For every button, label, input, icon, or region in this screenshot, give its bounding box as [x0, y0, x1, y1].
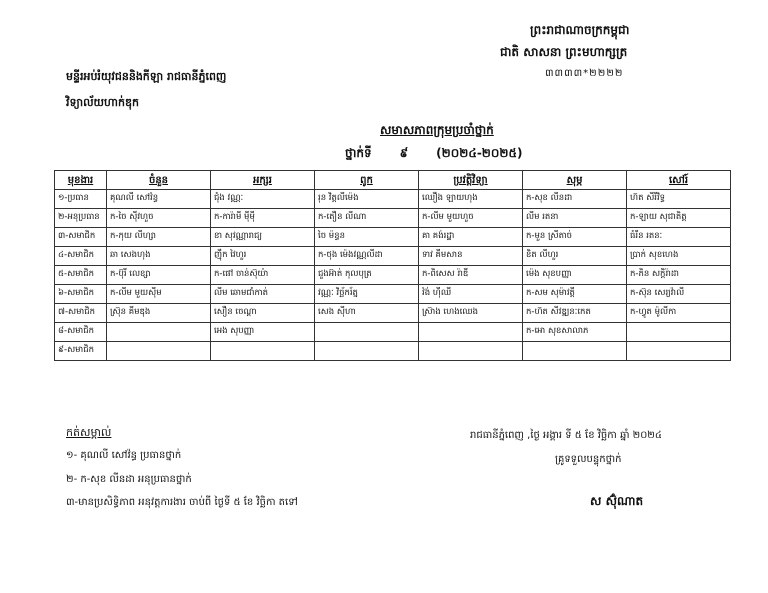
- member-cell: ក-ផៅ ចាន់ស៊ុយ៉ា: [211, 266, 315, 285]
- member-cell: ក-ថុង ម៉េងវណ្ណលីដា: [315, 247, 419, 266]
- header-subject-2: អក្សរ: [211, 171, 315, 190]
- member-cell: ក-អោ សុខសាលាភ: [523, 323, 627, 342]
- member-cell: គា គង់រដ្ឋា: [419, 228, 523, 247]
- table-row: [55, 304, 731, 323]
- member-cell: ក-ប៊ុរី លេខ្សា: [107, 266, 211, 285]
- member-cell: ក-ឡាយ សុជាតិត្ត: [627, 209, 731, 228]
- member-cell: ក-សម សុម៉ាវត្តី: [523, 285, 627, 304]
- member-cell: ទាវ គីមសាន: [419, 247, 523, 266]
- department-name: មន្ទីរអប់រំយុវជននិងកីឡា រាជធានីភ្នំពេញ: [66, 70, 227, 83]
- header-subject-3: ពូក: [315, 171, 419, 190]
- member-cell: ស្រ៊ុន គីមឌុង: [107, 304, 211, 323]
- member-cell: សឿន ចេណ្ដា: [211, 304, 315, 323]
- member-cell: [107, 323, 211, 342]
- document-title: សមាសភាពក្រុមប្រចាំថ្នាក់: [380, 123, 494, 137]
- table-row: [55, 266, 731, 285]
- member-cell: [419, 323, 523, 342]
- member-cell: ឆា សេងហុង: [107, 247, 211, 266]
- member-cell: លីម រតនា: [523, 209, 627, 228]
- member-cell: [523, 342, 627, 361]
- role-cell: ៥-សមាជិក: [55, 266, 107, 285]
- member-cell: លីម ឆោមជាំកាត់: [211, 285, 315, 304]
- member-cell: ក-ហ៊ត សីវឌ្ឍនៈកេត: [523, 304, 627, 323]
- table-row: [55, 228, 731, 247]
- member-cell: ហ៊ត សីរីវិទ្ធ: [627, 190, 731, 209]
- member-cell: ក-មួន ស្រីតាច់: [523, 228, 627, 247]
- member-cell: ប្រាក់ សុខហេង: [627, 247, 731, 266]
- role-cell: ៩-សមាជិក: [55, 342, 107, 361]
- signer-name: ស ស៊ុំណាត: [590, 494, 644, 508]
- table-row: [55, 323, 731, 342]
- member-cell: គុណលី សៅវ៉ន្ធ: [107, 190, 211, 209]
- table-header-row: [55, 171, 731, 190]
- member-cell: ក-តឿន លីណា: [315, 209, 419, 228]
- member-cell: ខា សុវណ្ណារាជ្យ: [211, 228, 315, 247]
- date-line: រាជធានីភ្នំពេញ ,ថ្ងៃ អង្គារ ទី ៥ ខែ វិច្ឆិកា ឆ្នាំ ២០២៤: [470, 430, 662, 441]
- member-cell: [211, 342, 315, 361]
- note-item-1: ១- គុណលី សៅវ៉ន្ធ ប្រធានថ្នាក់: [66, 450, 182, 461]
- notes-title: កត់សម្គាល់: [66, 426, 112, 439]
- header-role: មុខងារ: [55, 171, 107, 190]
- member-cell: ខិត លីហួរ: [523, 247, 627, 266]
- member-cell: វ៉ង់ ហ៊ីឈី: [419, 285, 523, 304]
- role-cell: ៨-សមាជិក: [55, 323, 107, 342]
- member-cell: ម៉េង សុខបញ្ញា: [523, 266, 627, 285]
- member-cell: ក-ស៊ុន សេរ្យវ៉ាលី: [627, 285, 731, 304]
- member-cell: ក-ភិន សក្តិរ៉ាដា: [627, 266, 731, 285]
- member-cell: រុន វិត្តលីម៉េង: [315, 190, 419, 209]
- motto-kingdom: ព្រះរាជាណាចក្រកម្ពុជា: [530, 23, 630, 37]
- member-cell: ក-សុខ លីនដា: [523, 190, 627, 209]
- role-cell: ២-អនុប្រធាន: [55, 209, 107, 228]
- role-cell: ១-ប្រធាន: [55, 190, 107, 209]
- member-cell: ចៃ ម៉ន្ធន: [315, 228, 419, 247]
- signer-role: គ្រូទទួលបន្ទុកថ្នាក់: [555, 454, 622, 465]
- table-row: [55, 285, 731, 304]
- note-item-3: ៣-មានប្រសិទ្ធិភាព អនុវត្តការងារ ចាប់ពី ថ្ងៃទី ៥ ខែ វិច្ឆិកា តទៅ: [66, 497, 298, 508]
- member-cell: ក-ការ៉ាមី ម៉ីម៉ី: [211, 209, 315, 228]
- member-cell: [315, 342, 419, 361]
- member-cell: ធំរីន រតនៈ: [627, 228, 731, 247]
- member-cell: ក-ចៃ ស៊ីវហួច: [107, 209, 211, 228]
- member-cell: [627, 342, 731, 361]
- role-cell: ៣-សមាជិក: [55, 228, 107, 247]
- member-cell: អេង សុបញ្ញា: [211, 323, 315, 342]
- member-cell: ក-កុយ លីហ្សា: [107, 228, 211, 247]
- header-subject-6: សៅរ៍: [627, 171, 731, 190]
- member-cell: [419, 342, 523, 361]
- member-cell: [107, 342, 211, 361]
- header-subject-4: ប្រវត្តិវិទ្យា: [419, 171, 523, 190]
- member-cell: ក-ហ្វូត ម៉ូលីកា: [627, 304, 731, 323]
- role-cell: ៤-សមាជិក: [55, 247, 107, 266]
- motto-nation: ជាតិ សាសនា ព្រះមហាក្សត្រ: [500, 45, 628, 59]
- school-year: (២០២៤-២០២៥): [436, 146, 523, 160]
- member-cell: ញ៉ឹក វៃហួរ: [211, 247, 315, 266]
- header-subject-5: សុម្ភ: [523, 171, 627, 190]
- school-name: វិទ្យាល័យហាក់ឌុក: [66, 96, 139, 109]
- committee-table: [54, 170, 731, 361]
- member-cell: ជួងអ៊ាត់ កុលបុត្រ: [315, 266, 419, 285]
- member-cell: ជុំង វណ្ណៈ: [211, 190, 315, 209]
- member-cell: [315, 323, 419, 342]
- member-cell: ឈឿង ឡាយហុង: [419, 190, 523, 209]
- member-cell: ក-លីម មួយស៊ីម: [107, 285, 211, 304]
- grade-line: [345, 145, 550, 163]
- role-cell: ៦-សមាជិក: [55, 285, 107, 304]
- grade-value: ៩: [399, 146, 409, 160]
- header-subject-1: ចំនួន: [107, 171, 211, 190]
- member-cell: សេង សុីហា: [315, 304, 419, 323]
- note-item-2: ២- ក-សុខ លីនដា អនុប្រធានថ្នាក់: [66, 474, 192, 485]
- member-cell: វណ្ណៈ វិច្ឆ័ករ័ត្ន: [315, 285, 419, 304]
- grade-label: ថ្នាក់ទី: [345, 146, 372, 160]
- member-cell: ស្រ៊ាង ហេងឈេង: [419, 304, 523, 323]
- table-row: [55, 247, 731, 266]
- motto-ornament: ៣៣៣៣*២២២២: [545, 68, 624, 79]
- member-cell: [627, 323, 731, 342]
- member-cell: ក-លីម មួយហួច: [419, 209, 523, 228]
- table-row: [55, 209, 731, 228]
- role-cell: ៧-សមាជិក: [55, 304, 107, 323]
- member-cell: ក-ពិសេស រ៉ាឌី: [419, 266, 523, 285]
- table-row: [55, 342, 731, 361]
- table-row: [55, 190, 731, 209]
